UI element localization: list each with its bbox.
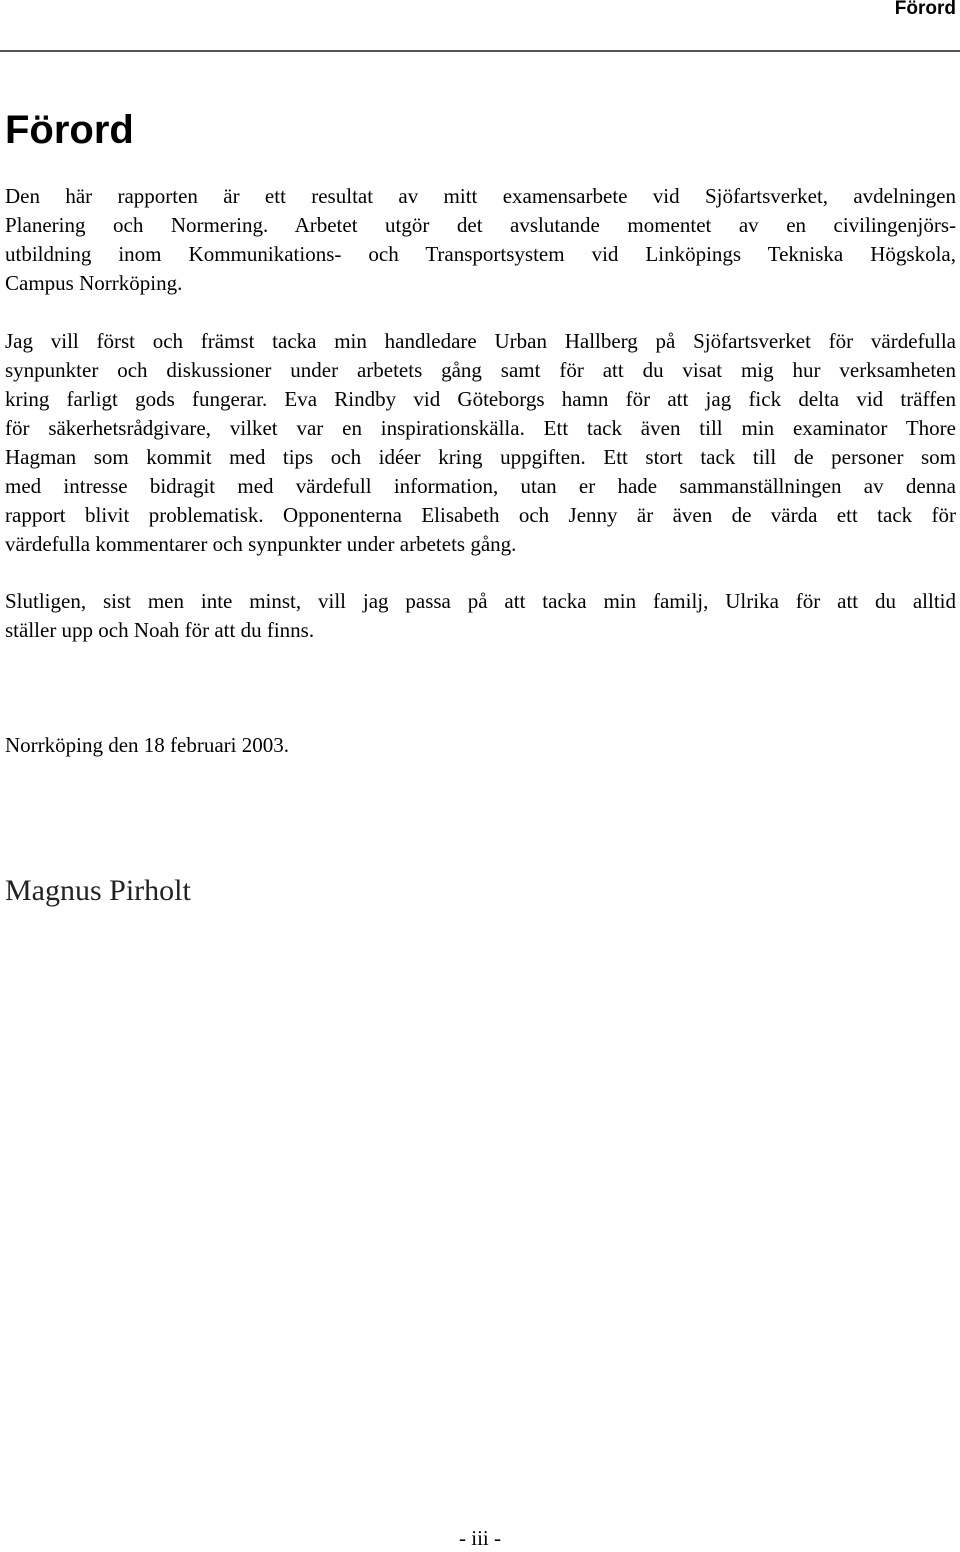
text-line: kring farligt gods fungerar. Eva Rindby vid Göteborgs hamn för att jag fick delta vid träffen — [5, 387, 956, 411]
text-line: Norrköping den 18 februari 2003. — [5, 733, 290, 757]
text-line: Jag vill först och främst tacka min handledare Urban Hallberg på Sjöfartsverket för värdefulla — [5, 329, 956, 353]
header-rule — [0, 50, 960, 52]
running-header: Förord — [894, 0, 956, 19]
signature: Magnus Pirholt — [5, 874, 191, 907]
place-date — [5, 731, 956, 760]
page-number: - iii - — [459, 1526, 501, 1550]
text-line: Hagman som kommit med tips och idéer kring uppgiften. Ett stort tack till de personer som — [5, 445, 956, 469]
text-line: Den här rapporten är ett resultat av mitt examensarbete vid Sjöfartsverket, avdelningen — [5, 184, 956, 208]
page-title: Förord — [5, 108, 134, 152]
paragraph-intro — [5, 182, 956, 298]
text-line: utbildning inom Kommunikations- och Transportsystem vid Linköpings Tekniska Högskola, — [5, 242, 956, 266]
paragraph-family — [5, 587, 956, 645]
text-line: för säkerhetsrådgivare, vilket var en inspirationskälla. Ett tack även till min examinator Thore — [5, 416, 956, 440]
paragraph-acknowledgements — [5, 327, 956, 559]
text-line: Campus Norrköping. — [5, 271, 183, 295]
text-line: med intresse bidragit med värdefull information, utan er hade sammanställningen av denna — [5, 474, 956, 498]
text-line: rapport blivit problematisk. Opponenterna Elisabeth och Jenny är även de värda ett tack för — [5, 503, 956, 527]
text-line: ställer upp och Noah för att du finns. — [5, 618, 315, 642]
text-line: synpunkter och diskussioner under arbetets gång samt för att du visat mig hur verksamheten — [5, 358, 956, 382]
text-line: Slutligen, sist men inte minst, vill jag passa på att tacka min familj, Ulrika för att du alltid — [5, 589, 956, 613]
text-line: värdefulla kommentarer och synpunkter under arbetets gång. — [5, 532, 517, 556]
text-line: Planering och Normering. Arbetet utgör det avslutande momentet av en civilingenjörs- — [5, 213, 956, 237]
